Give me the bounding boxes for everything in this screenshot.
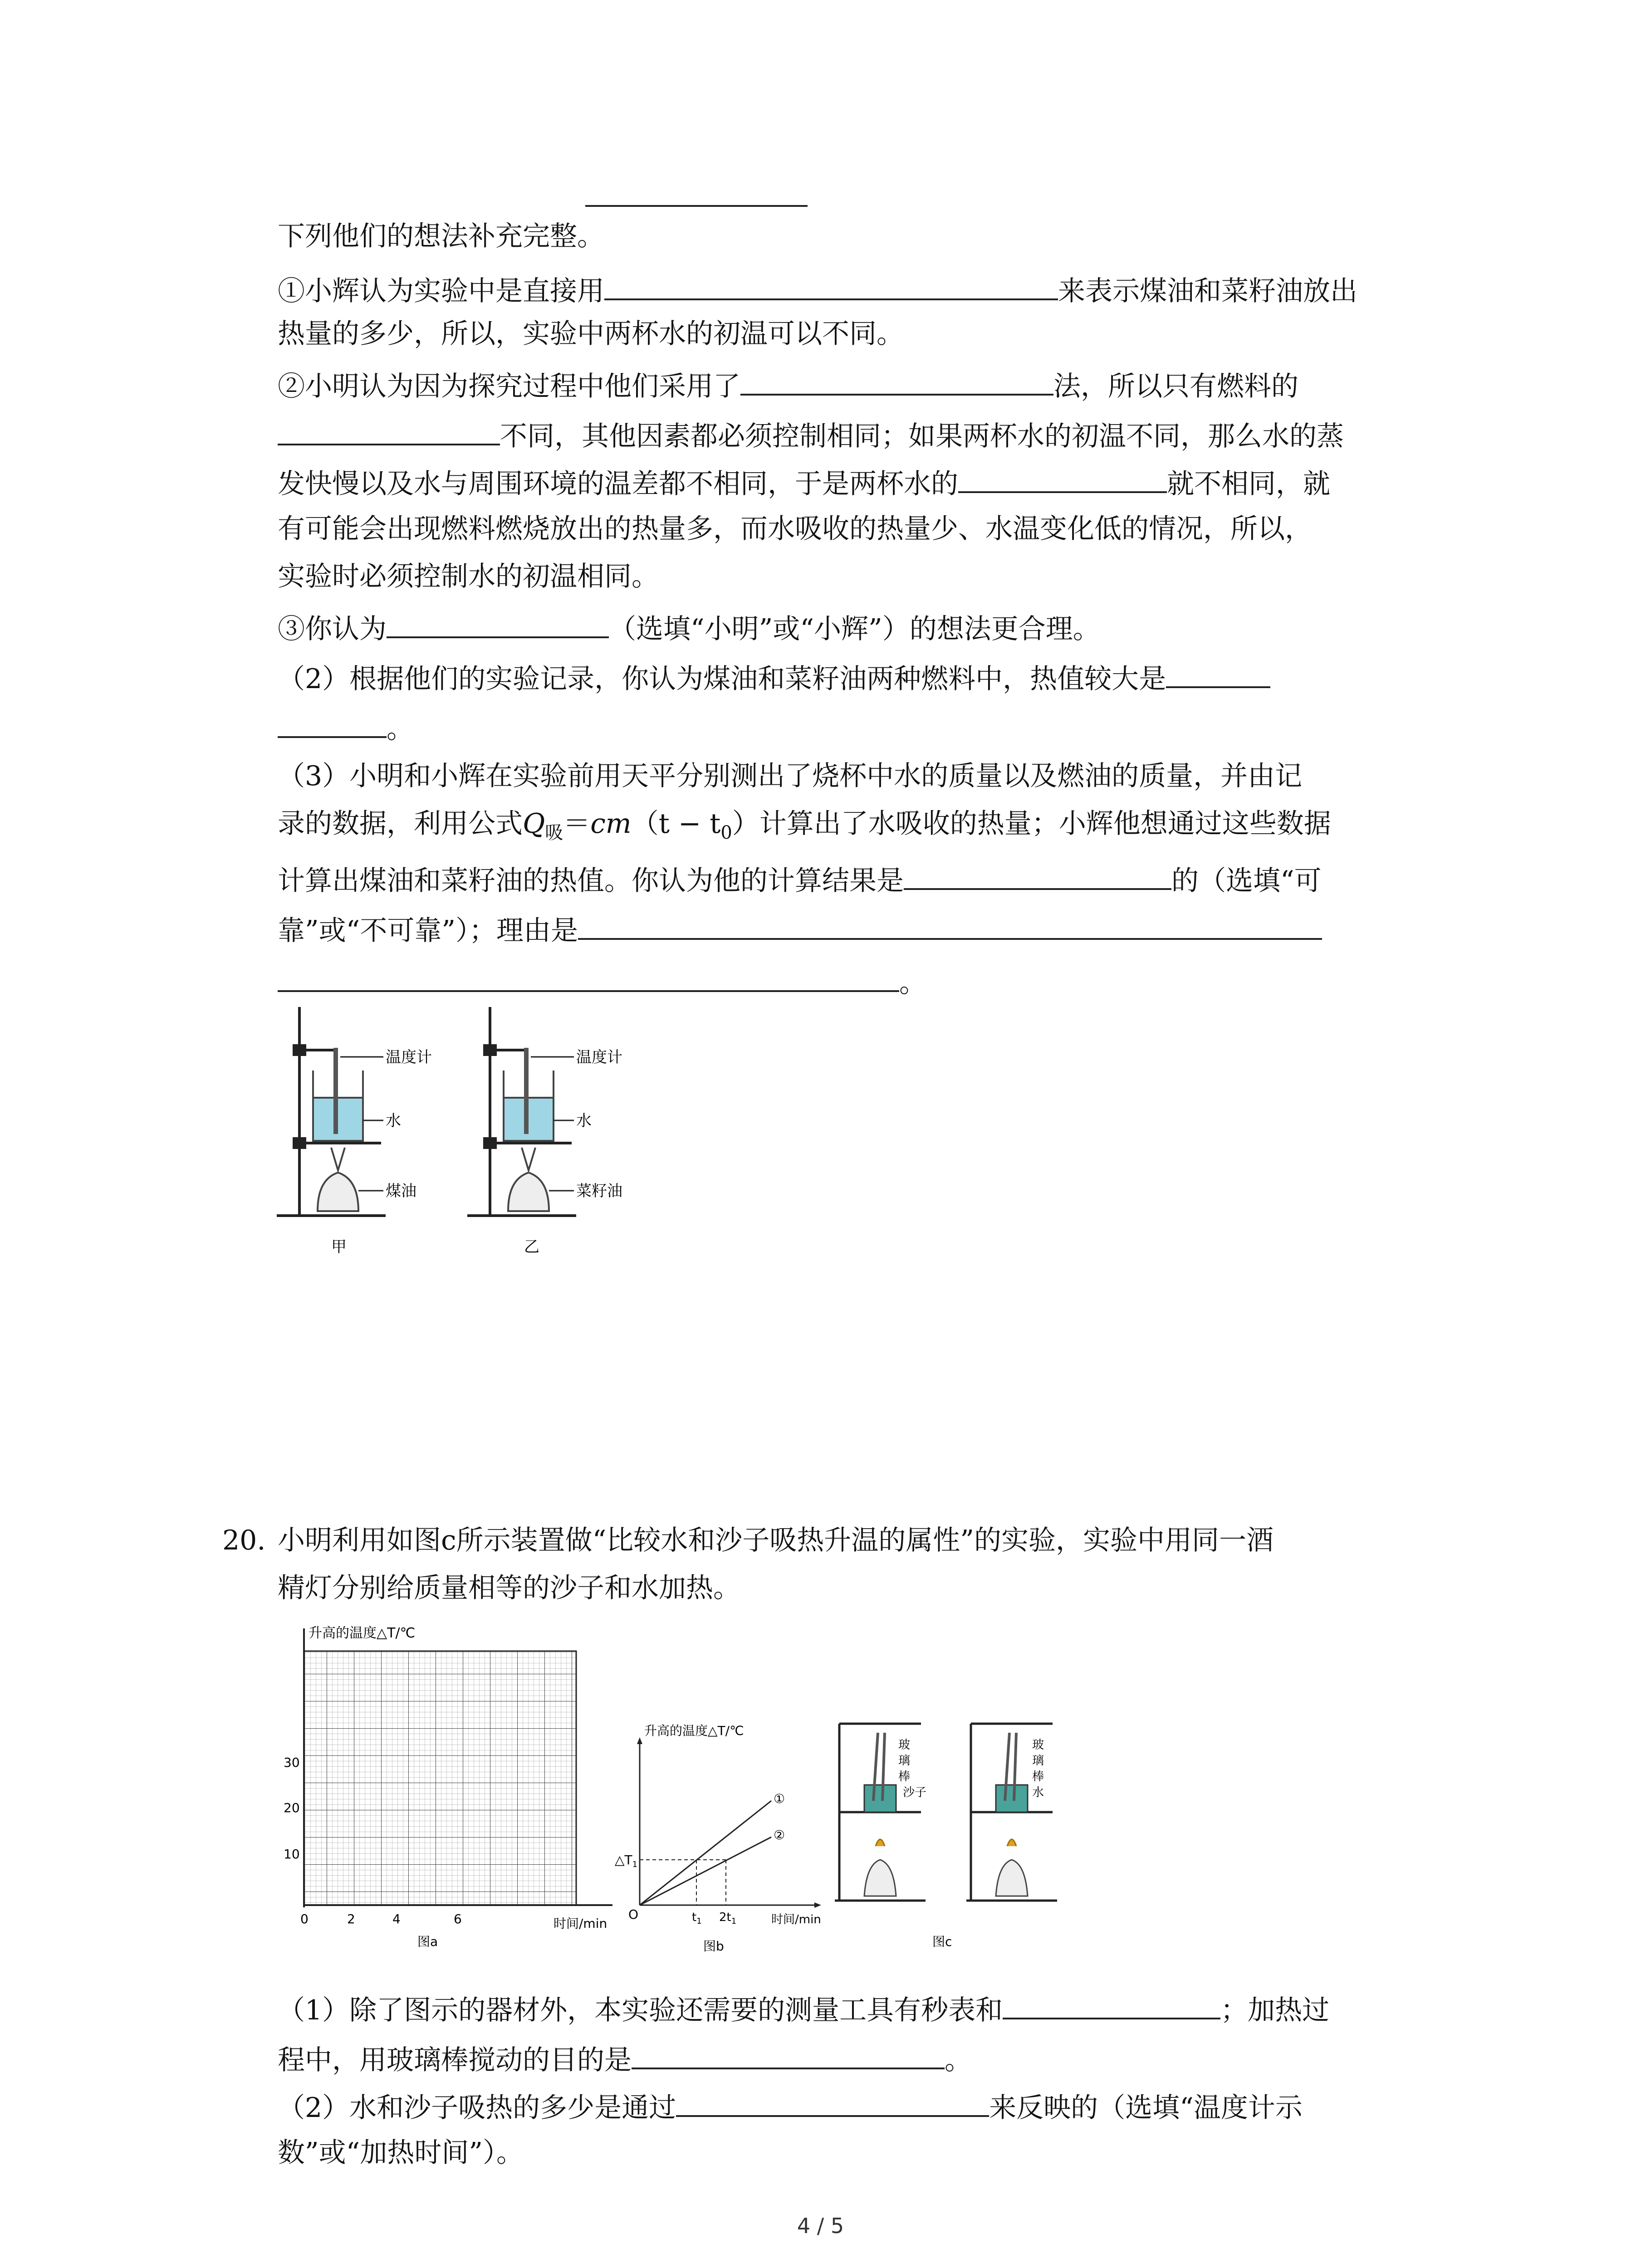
figa-xtick: 4 [392,1911,401,1926]
figure-b [599,1724,853,1960]
formula-paren: （t − t [631,808,721,840]
figc-glass1-b: 玻 [1032,1738,1044,1752]
figure-a [272,1619,626,1950]
q19-s3-line1: （3）小明和小辉在实验前用天平分别测出了烧杯中水的质量以及燃油的质量，并由记 [278,760,1303,792]
figa-ytick: 10 [284,1847,300,1862]
q19-s3-line4 [278,912,1322,947]
text: 法，所以只有燃料的 [1053,371,1298,402]
figb-line2-label: ② [774,1828,785,1843]
q20-number: 20. [222,1525,266,1556]
figa-xtick: 2 [347,1911,355,1926]
figb-line1-label: ① [774,1791,785,1806]
figa-xtick: 6 [454,1911,462,1926]
figc-glass2: 璃 [898,1754,911,1768]
q19-p1-line1 [278,272,1357,308]
q19-s2-line1 [278,660,1270,695]
q19-p2-line1 [278,367,1298,403]
text: 计算出煤油和菜籽油的热值。你认为他的计算结果是 [278,865,904,897]
answer-blank [632,2041,945,2069]
figc-glass1: 玻 [898,1738,911,1752]
figa-xlabel: 时间/min [554,1916,607,1931]
figc-glass2-b: 璃 [1032,1754,1044,1768]
text: （选填“小明”或“小辉”）的想法更合理。 [609,613,1100,645]
q20-s1-line1 [278,1991,1329,2027]
text: 。 [945,2044,972,2076]
text: 发快慢以及水与周围环境的温差都不相同，于是两杯水的 [278,468,958,500]
text: 录的数据，利用公式 [278,808,523,840]
figure-c [830,1715,1093,1969]
answer-blank [740,367,1053,396]
answer-blank [1003,1991,1220,2019]
label-thermometer: 温度计 [386,1048,432,1066]
text: （2）根据他们的实验记录，你认为煤油和菜籽油两种燃料中，热值较大是 [278,663,1166,695]
answer-blank [958,465,1167,493]
figa-ytick: 20 [284,1800,300,1815]
q20-s1-line2 [278,2041,972,2077]
q20-s2-line1 [278,2089,1303,2124]
figc-glass3-b: 棒 [1032,1770,1044,1784]
q19-p2-line2 [278,417,1344,453]
figc-glass3: 棒 [898,1770,911,1784]
q19-p2-line3 [278,465,1330,500]
line-2 [640,1837,771,1905]
figb-xlabel: 时间/min [771,1913,821,1926]
t1-main: t [692,1911,697,1924]
text: 就不相同，就 [1167,468,1330,500]
grid [304,1651,576,1905]
q19-intro: 下列他们的想法补充完整。 [278,220,604,252]
label-rapeseed: 菜籽油 [576,1182,622,1200]
answer-blank [904,862,1171,890]
figb-t1 [692,1911,702,1926]
answer-blank [387,610,609,638]
q20-line1: 小明利用如图c所示装置做“比较水和沙子吸热升温的属性”的实验，实验中用同一酒 [278,1525,1274,1556]
figa-xtick: 0 [300,1911,309,1926]
figa-ytick: 30 [284,1755,300,1770]
t2-main: 2t [719,1911,731,1924]
figb-t2 [719,1911,736,1926]
q20-s2-line2: 数”或“加热时间”）。 [278,2137,524,2169]
text: 。 [899,967,926,999]
page-number: 4 / 5 [797,2214,844,2238]
label-a: 甲 [331,1238,347,1256]
figb-dT [615,1853,637,1869]
text: （1）除了图示的器材外，本实验还需要的测量工具有秒表和 [278,1994,1003,2026]
answer-blank [278,417,500,445]
answer-blank [278,964,899,992]
label-b: 乙 [524,1238,539,1256]
text: ③你认为 [278,613,387,645]
formula-eq: ＝ [563,808,591,840]
text: 的（选填“可 [1171,865,1322,897]
text: 靠”或“不可靠”）；理由是 [278,915,578,947]
text: （2）水和沙子吸热的多少是通过 [278,2092,676,2124]
text: 来反映的（选填“温度计示 [989,2092,1303,2124]
answer-blank [278,710,387,738]
q19-figure [272,998,622,1270]
line-1 [640,1801,771,1905]
figc-sand: 沙子 [903,1786,927,1799]
text: 。 [387,713,414,745]
figa-caption: 图a [417,1934,438,1949]
q19-s3-line5 [278,964,926,999]
figb-ylabel: 升高的温度△T/℃ [644,1723,744,1738]
text: 程中，用玻璃棒搅动的目的是 [278,2044,632,2076]
dT-sub: 1 [632,1860,638,1869]
text: ②小明认为因为探究过程中他们采用了 [278,371,740,402]
answer-blank [676,2089,989,2117]
stand-b [467,1007,576,1216]
text: 来表示煤油和菜籽油放出 [1058,275,1357,307]
answer-blank [1166,660,1270,688]
q20-line2: 精灯分别给质量相等的沙子和水加热。 [278,1572,740,1604]
formula-cm: cm [590,808,632,840]
figa-ylabel: 升高的温度△T/℃ [309,1625,416,1641]
figc-water: 水 [1032,1786,1044,1799]
stand-a [277,1007,386,1216]
figb-origin: O [628,1907,639,1922]
q19-p3 [278,610,1100,645]
formula-close: ） [732,808,759,840]
formula-sub0: 0 [720,822,732,843]
formula-sub: 吸 [545,822,563,843]
answer-blank [585,205,808,207]
label-thermometer-b: 温度计 [576,1048,622,1066]
t1-sub: 1 [696,1916,702,1926]
q19-p1-line2: 热量的多少，所以，实验中两杯水的初温可以不同。 [278,318,904,350]
text: 计算出了水吸收的热量；小辉他想通过这些数据 [759,808,1331,840]
t2-sub: 1 [731,1916,737,1926]
setup-sand [835,1724,926,1901]
text: ①小辉认为实验中是直接用 [278,275,604,307]
formula-q: Q [523,808,545,840]
figc-caption: 图c [932,1934,952,1949]
dT-main: △T [615,1853,632,1867]
text: ；加热过 [1220,1994,1330,2026]
q19-p2-line4: 有可能会出现燃料燃烧放出的热量多，而水吸收的热量少、水温变化低的情况，所以， [278,513,1312,545]
q19-p2-line5: 实验时必须控制水的初温相同。 [278,561,659,592]
figb-caption: 图b [703,1939,724,1954]
text: 不同，其他因素都必须控制相同；如果两杯水的初温不同，那么水的蒸 [500,420,1344,452]
answer-blank [578,912,1322,940]
q19-s2-line2 [278,710,414,745]
label-water: 水 [386,1112,401,1130]
answer-blank [604,272,1058,300]
label-kerosene: 煤油 [386,1182,416,1200]
label-water-b: 水 [576,1112,592,1130]
q19-s3-line3 [278,862,1322,897]
q19-s3-line2 [278,807,1331,849]
